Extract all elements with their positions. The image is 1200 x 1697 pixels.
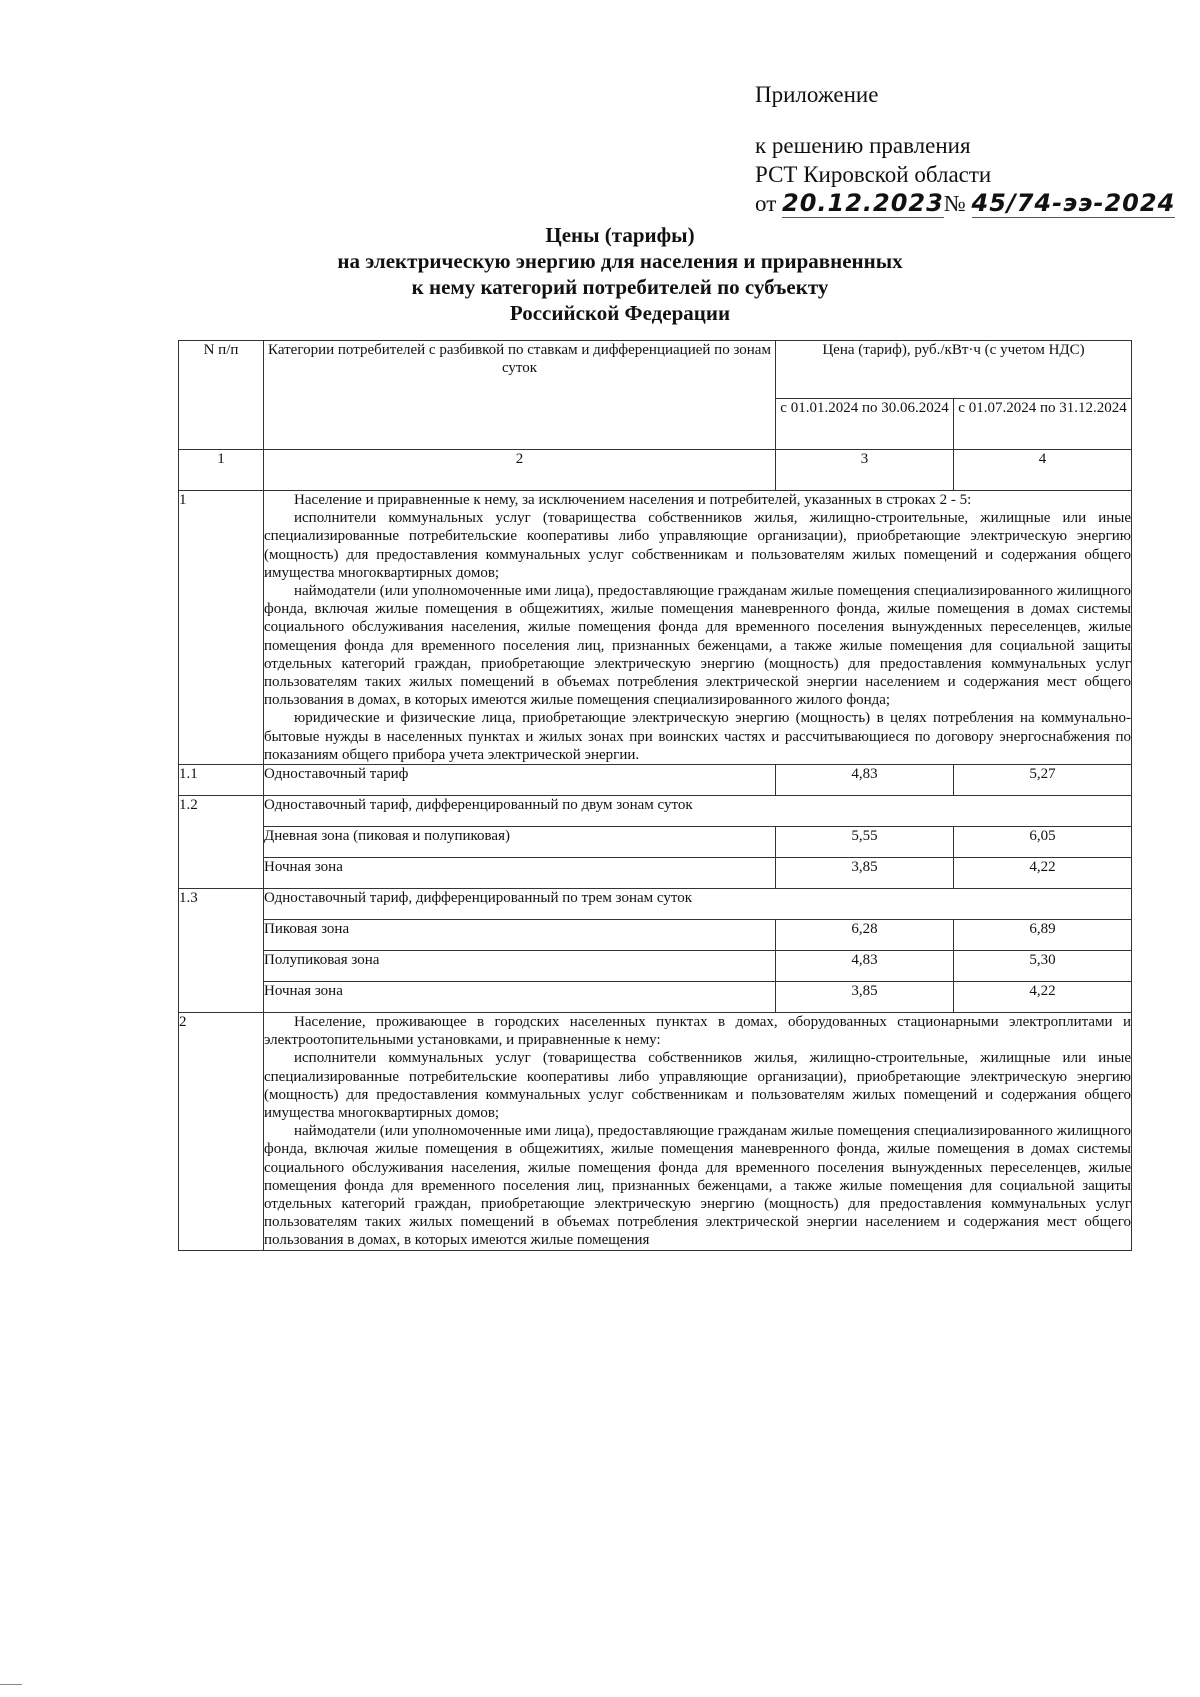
header-category: Категории потребителей с разбивкой по ставкам и дифференциацией по зонам суток [264, 341, 776, 450]
appendix-header [755, 80, 1175, 218]
tariff-name: Одноставочный тариф [264, 765, 776, 796]
zone-row [179, 827, 1132, 858]
decision-reference-line1: к решению правления [755, 133, 971, 158]
row-number: 1.2 [179, 796, 264, 889]
handwritten-date: 20.12.2023 [782, 189, 944, 217]
zone-name: Дневная зона (пиковая и полупиковая) [264, 827, 776, 858]
title-line-3: к нему категорий потребителей по субъекту [411, 275, 829, 299]
column-index: 2 [264, 450, 776, 491]
row-number: 1.1 [179, 765, 264, 796]
price-period-2: 5,30 [954, 951, 1132, 982]
zone-name: Ночная зона [264, 858, 776, 889]
row-number: 2 [179, 1013, 264, 1251]
price-period-1: 4,83 [776, 765, 954, 796]
paragraph: исполнители коммунальных услуг (товарищества собственников жилья, жилищно-строительные, жилищные или иные специализированные потребительские кооперативы либо управляющие организации), приобретающие электрическую энергию (мощность) для предоставления коммунальных услуг собственникам и пользователям жилых помещений и содержания общего имущества многоквартирных домов; [264, 510, 1131, 581]
zone-row [179, 858, 1132, 889]
column-index: 3 [776, 450, 954, 491]
price-period-1: 5,55 [776, 827, 954, 858]
row-1-1 [179, 765, 1132, 796]
row-number: 1 [179, 491, 264, 765]
zone-row [179, 951, 1132, 982]
zone-name: Полупиковая зона [264, 951, 776, 982]
header-period-1: с 01.01.2024 по 30.06.2024 [776, 398, 954, 449]
row-1-3 [179, 889, 1132, 920]
paragraph: наймодатели (или уполномоченные ими лица), предоставляющие гражданам жилые помещения специализированного жилищного фонда, включая жилые помещения в общежитиях, жилые помещения маневренного фонда, жилые помещения в домах системы социального обслуживания населения, жилые помещения фонда для временного поселения вынужденных переселенцев, жилые помещения фонда для временного поселения лиц, признанных беженцами, а также жилые помещения для социальной защиты отдельных категорий граждан, приобретающие электрическую энергию (мощность) для предоставления коммунальных услуг пользователям таких жилых помещений в объемах потребления электрической энергии населением и содержания мест общего пользования в домах, в которых имеются жилые помещения [264, 1123, 1131, 1249]
section-2-description [264, 1013, 1132, 1251]
handwritten-number: 45/74-ээ-2024 [971, 189, 1176, 217]
zone-row [179, 982, 1132, 1013]
price-period-2: 4,22 [954, 982, 1132, 1013]
price-period-2: 6,89 [954, 920, 1132, 951]
title-line-4: Российской Федерации [509, 301, 731, 325]
tariff-table [178, 340, 1132, 1251]
zone-row [179, 920, 1132, 951]
paragraph: исполнители коммунальных услуг (товарищества собственников жилья, жилищно-строительные, жилищные или иные специализированные потребительские кооперативы либо управляющие организации), приобретающие электрическую энергию (мощность) для предоставления коммунальных услуг собственникам и пользователям жилых помещений и содержания общего имущества многоквартирных домов; [264, 1050, 1131, 1122]
decision-reference-line2: РСТ Кировской области [755, 162, 992, 187]
title-line-2: на электрическую энергию для населения и приравненных [337, 249, 903, 273]
tariff-group-name: Одноставочный тариф, дифференцированный по трем зонам суток [264, 889, 1132, 920]
paragraph: юридические и физические лица, приобретающие электрическую энергию (мощность) в целях потребления на коммунально-бытовые нужды в населенных пунктах и жилых зонах при воинских частях и рассчитывающиеся по договору энергоснабжения по показаниям общего прибора учета электрической энергии. [264, 710, 1131, 763]
row-number: 1.3 [179, 889, 264, 1013]
decision-date-number [755, 189, 1175, 218]
tariff-group-name: Одноставочный тариф, дифференцированный по двум зонам суток [264, 796, 1132, 827]
price-period-1: 3,85 [776, 982, 954, 1013]
header-price: Цена (тариф), руб./кВт·ч (с учетом НДС) [776, 341, 1132, 399]
header-period-2: с 01.07.2024 по 31.12.2024 [954, 398, 1132, 449]
document-title [170, 222, 1070, 326]
price-period-2: 6,05 [954, 827, 1132, 858]
header-row [179, 341, 1132, 399]
price-period-1: 3,85 [776, 858, 954, 889]
paragraph: наймодатели (или уполномоченные ими лица), предоставляющие гражданам жилые помещения специализированного жилищного фонда, включая жилые помещения в общежитиях, жилые помещения маневренного фонда, жилые помещения в домах системы социального обслуживания населения, жилые помещения фонда для временного поселения вынужденных переселенцев, жилые помещения фонда для временного поселения лиц, признанных беженцами, а также жилые помещения для социальной защиты отдельных категорий граждан, приобретающие электрическую энергию (мощность) для предоставления коммунальных услуг пользователям таких жилых помещений в объемах потребления электрической энергии населением и содержания мест общего пользования в домах, в которых имеются жилые помещения специализированного жилого фонда; [264, 583, 1131, 709]
column-index-row [179, 450, 1132, 491]
column-index: 1 [179, 450, 264, 491]
paragraph: Население и приравненные к нему, за исключением населения и потребителей, указанных в строках 2 - 5: [294, 492, 972, 508]
price-period-1: 4,83 [776, 951, 954, 982]
appendix-label: Приложение [755, 82, 879, 107]
section-1-row [179, 491, 1132, 765]
row-1-2 [179, 796, 1132, 827]
scan-artifact [0, 1684, 22, 1685]
zone-name: Пиковая зона [264, 920, 776, 951]
section-1-description [264, 491, 1132, 765]
date-prefix: от [755, 191, 777, 216]
zone-name: Ночная зона [264, 982, 776, 1013]
number-sign: № [943, 191, 966, 216]
paragraph: Население, проживающее в городских населенных пунктах в домах, оборудованных стационарными электроплитами и электроотопительными установками, и приравненные к нему: [264, 1014, 1131, 1049]
section-2-row [179, 1013, 1132, 1251]
price-period-2: 5,27 [954, 765, 1132, 796]
header-num: N п/п [179, 341, 264, 450]
title-line-1: Цены (тарифы) [545, 223, 695, 247]
column-index: 4 [954, 450, 1132, 491]
price-period-1: 6,28 [776, 920, 954, 951]
price-period-2: 4,22 [954, 858, 1132, 889]
